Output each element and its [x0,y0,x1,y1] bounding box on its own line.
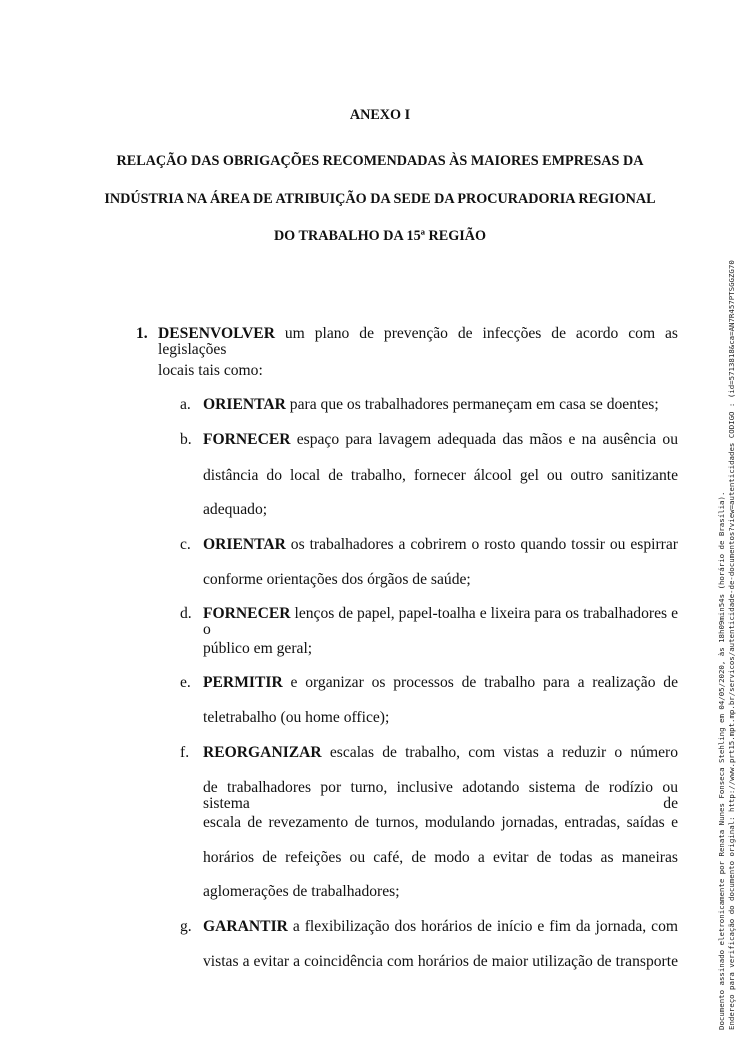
signature-note-line-2: Endereço para verificação do documento original: http://www.prt15.mpt.mp.br/servicos/autenticidade-de-documentos?view=autenticidades CODIGO : (id=5713818&ca=AN7R457PTSGGZG70 [727,260,736,1030]
subitem-f-line-3: escala de revezamento de turnos, modulando jornadas, entradas, saídas e [203,814,678,831]
title-line-2: INDÚSTRIA NA ÁREA DE ATRIBUIÇÃO DA SEDE DA PROCURADORIA REGIONAL [104,191,656,207]
subitem-e-line-2: teletrabalho (ou home office); [203,709,390,726]
subitem-keyword: FORNECER [203,431,291,448]
subitem-text: escalas de trabalho, com vistas a reduzir o número [321,744,678,761]
subitem-text: lenços de papel, papel-toalha e lixeira para os trabalhadores e o [203,605,678,638]
subitem-letter-e: e. [180,674,191,691]
item-keyword: DESENVOLVER [158,325,275,342]
subitem-letter-c: c. [180,536,191,553]
title-line-1: RELAÇÃO DAS OBRIGAÇÕES RECOMENDADAS ÀS MAIORES EMPRESAS DA [116,153,644,169]
subitem-keyword: ORIENTAR [203,536,286,553]
subitem-b-line-2: distância do local de trabalho, fornecer álcool gel ou outro sanitizante [203,467,678,484]
item-text: um plano de prevenção de infecções de acordo com as legislações [158,325,678,358]
subitem-letter-b: b. [180,431,192,448]
subitem-letter-d: d. [180,605,192,622]
subitem-keyword: PERMITIR [203,674,283,691]
subitem-e-line-1 [203,675,678,691]
subitem-text: espaço para lavagem adequada das mãos e na ausência ou [290,431,678,448]
item-1-line-1 [158,326,678,357]
subitem-f-line-4: horários de refeições ou café, de modo a evitar de todas as maneiras [203,849,678,866]
subitem-d-line-1 [203,606,678,637]
item-number: 1. [136,325,148,342]
subitem-letter-f: f. [180,744,190,761]
subitem-keyword: FORNECER [203,605,291,622]
subitem-keyword: REORGANIZAR [203,744,322,761]
subitem-f-line-5: aglomerações de trabalhadores; [203,883,400,900]
item-1-line-2: locais tais como: [158,362,263,379]
annex-heading: ANEXO I [349,107,411,123]
signature-note-line-1: Documento assinado eletronicamente por Renata Nunes Fonseca Stehling em 04/05/2020, às 18h09min54s (horário de Brasília). [717,491,726,1030]
subitem-b-line-1 [203,432,678,448]
subitem-letter-g: g. [180,918,192,935]
subitem-text: para que os trabalhadores permaneçam em casa se doentes; [285,396,659,413]
subitem-keyword: GARANTIR [203,918,288,935]
subitem-letter-a: a. [180,396,191,413]
subitem-g-line-2: vistas a evitar a coincidência com horários de maior utilização de transporte [203,953,678,970]
subitem-b-line-3: adequado; [203,501,268,518]
title-line-3: DO TRABALHO DA 15ª REGIÃO [273,228,487,244]
subitem-text: e organizar os processos de trabalho para a realização de [282,674,678,691]
subitem-f-line-1 [203,745,678,761]
subitem-a-line-1 [203,397,659,413]
subitem-text: a flexibilização dos horários de início e fim da jornada, com [287,918,678,935]
signature-margin-note [717,260,737,1030]
subitem-text: os trabalhadores a cobrirem o rosto quando tossir ou espirrar [285,536,678,553]
subitem-d-line-2: público em geral; [203,640,313,657]
subitem-f-line-2: de trabalhadores por turno, inclusive adotando sistema de rodízio ou sistema de [203,779,678,812]
subitem-c-line-2: conforme orientações dos órgãos de saúde; [203,571,471,588]
subitem-keyword: ORIENTAR [203,396,286,413]
subitem-c-line-1 [203,537,678,553]
subitem-g-line-1 [203,919,678,935]
